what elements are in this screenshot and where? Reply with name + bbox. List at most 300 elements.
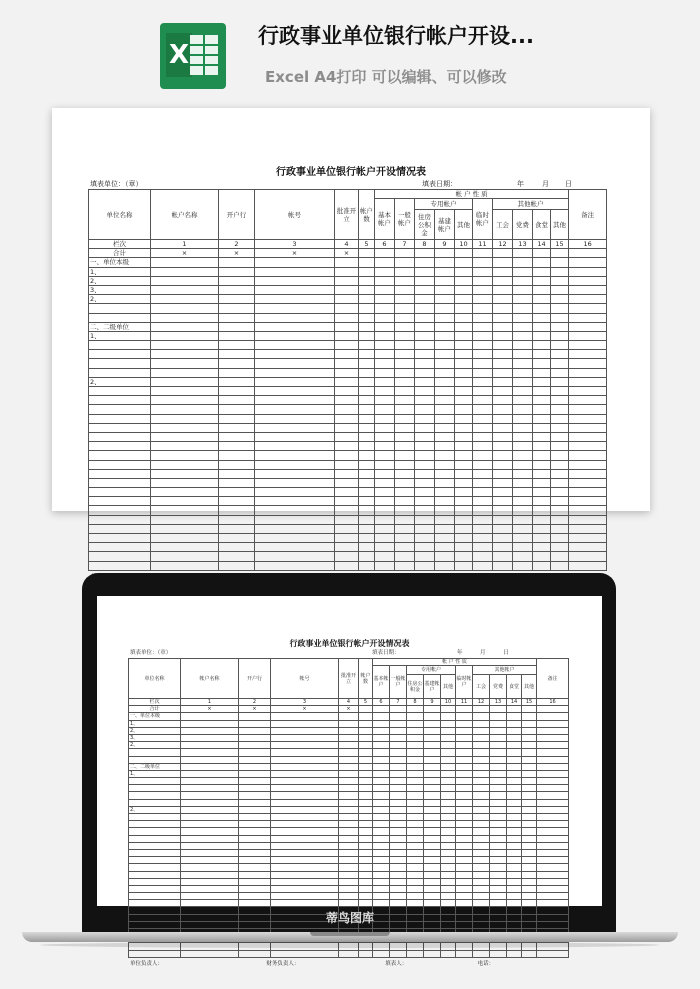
table-cell — [89, 469, 151, 478]
table-cell — [255, 534, 335, 543]
table-cell — [239, 792, 271, 799]
table-cell — [89, 396, 151, 405]
table-cell — [151, 341, 219, 350]
table-cell — [181, 742, 239, 749]
table-cell — [359, 900, 373, 907]
table-cell — [441, 857, 456, 864]
table-cell — [89, 414, 151, 423]
total-cell — [456, 706, 473, 713]
table-cell — [359, 713, 373, 720]
table-row — [129, 785, 569, 792]
table-cell — [533, 451, 551, 460]
table-cell — [375, 561, 395, 570]
table-cell — [493, 267, 513, 276]
table-cell — [522, 799, 537, 806]
table-cell — [424, 749, 441, 756]
table-cell — [375, 442, 395, 451]
table-cell — [181, 749, 239, 756]
table-cell — [339, 749, 359, 756]
total-cell: × — [271, 706, 339, 713]
table-cell — [533, 414, 551, 423]
table-cell — [129, 821, 181, 828]
header-row — [129, 659, 569, 666]
table-cell — [390, 871, 407, 878]
total-cell: × — [255, 249, 335, 258]
table-cell — [424, 763, 441, 770]
table-cell — [239, 799, 271, 806]
table-cell — [359, 770, 373, 777]
table-cell — [415, 276, 435, 285]
table-cell — [424, 900, 441, 907]
table-cell — [455, 497, 473, 506]
table-cell — [219, 350, 255, 359]
table-cell — [424, 878, 441, 885]
table-cell — [551, 396, 569, 405]
table-row — [89, 552, 607, 561]
table-cell — [255, 331, 335, 340]
table-cell — [359, 552, 375, 561]
table-cell — [435, 506, 455, 515]
table-row — [129, 857, 569, 864]
section-label: 1、 — [89, 331, 151, 340]
section-label: 2、 — [129, 742, 181, 749]
table-cell — [551, 331, 569, 340]
table-cell — [181, 828, 239, 835]
table-cell — [151, 515, 219, 524]
table-cell — [551, 341, 569, 350]
table-cell — [456, 842, 473, 849]
table-cell — [473, 821, 490, 828]
table-cell — [255, 322, 335, 331]
table-cell — [473, 497, 493, 506]
table-cell — [473, 534, 493, 543]
table-cell — [271, 864, 339, 871]
table-cell — [129, 828, 181, 835]
table-cell — [551, 322, 569, 331]
table-cell — [513, 534, 533, 543]
total-cell — [533, 249, 551, 258]
table-cell — [493, 543, 513, 552]
table-cell — [255, 478, 335, 487]
table-cell — [89, 506, 151, 515]
table-cell — [490, 835, 507, 842]
table-cell — [239, 727, 271, 734]
table-cell — [533, 515, 551, 524]
table-cell — [435, 331, 455, 340]
table-cell — [89, 304, 151, 313]
table-cell — [493, 313, 513, 322]
table-cell — [522, 785, 537, 792]
table-cell — [395, 506, 415, 515]
table-cell — [435, 460, 455, 469]
table-cell — [219, 524, 255, 533]
table-cell — [335, 405, 359, 414]
table-cell — [151, 368, 219, 377]
table-cell — [473, 900, 490, 907]
total-cell — [490, 706, 507, 713]
table-cell — [359, 350, 375, 359]
table-cell — [473, 842, 490, 849]
header-other: 其他 — [522, 675, 537, 699]
table-cell — [359, 749, 373, 756]
table-cell — [390, 857, 407, 864]
table-cell — [255, 341, 335, 350]
table-cell — [513, 478, 533, 487]
table-cell — [219, 497, 255, 506]
header-unit-name: 单位名称 — [129, 659, 181, 699]
table-cell — [395, 304, 415, 313]
table-cell — [89, 561, 151, 570]
table-cell — [490, 842, 507, 849]
table-cell — [551, 405, 569, 414]
table-cell — [335, 359, 359, 368]
table-cell — [271, 756, 339, 763]
table-cell — [473, 543, 493, 552]
total-cell — [455, 249, 473, 258]
table-cell — [435, 488, 455, 497]
table-cell — [271, 885, 339, 892]
fill-unit-label: 填表单位：（章） — [130, 650, 172, 656]
table-cell — [513, 258, 533, 267]
table-cell — [441, 734, 456, 741]
table-cell — [533, 377, 551, 386]
table-cell — [456, 720, 473, 727]
table-cell — [151, 396, 219, 405]
table-cell — [424, 742, 441, 749]
table-cell — [271, 713, 339, 720]
table-cell — [537, 785, 569, 792]
table-cell — [239, 778, 271, 785]
table-cell — [490, 900, 507, 907]
table-cell — [181, 835, 239, 842]
table-cell — [129, 849, 181, 856]
total-cell — [473, 249, 493, 258]
table-cell — [415, 322, 435, 331]
section-label: 1、 — [89, 267, 151, 276]
column-number-label: 栏次 — [129, 699, 181, 706]
table-row — [89, 322, 607, 331]
table-cell — [375, 515, 395, 524]
table-cell — [129, 871, 181, 878]
table-row — [129, 720, 569, 727]
table-row — [129, 770, 569, 777]
table-cell — [339, 785, 359, 792]
section-label: 3、 — [129, 734, 181, 741]
table-cell — [441, 871, 456, 878]
table-row — [129, 778, 569, 785]
table-cell — [151, 267, 219, 276]
table-cell — [359, 506, 375, 515]
table-cell — [375, 478, 395, 487]
table-cell — [129, 814, 181, 821]
table-cell — [239, 900, 271, 907]
table-cell — [522, 878, 537, 885]
table-cell — [359, 864, 373, 871]
table-cell — [522, 734, 537, 741]
total-row — [129, 706, 569, 713]
table-cell — [395, 341, 415, 350]
table-cell — [390, 806, 407, 813]
table-cell — [473, 414, 493, 423]
table-cell — [551, 515, 569, 524]
table-cell — [373, 792, 390, 799]
table-cell — [89, 451, 151, 460]
column-number: 14 — [533, 240, 551, 249]
table-cell — [435, 341, 455, 350]
table-cell — [395, 432, 415, 441]
table-cell — [455, 396, 473, 405]
table-cell — [271, 727, 339, 734]
table-cell — [335, 515, 359, 524]
table-cell — [415, 488, 435, 497]
table-cell — [373, 950, 390, 957]
header-other-accounts: 其他帐户 — [473, 666, 537, 675]
table-cell — [219, 313, 255, 322]
table-cell — [239, 806, 271, 813]
table-cell — [522, 814, 537, 821]
table-cell — [507, 893, 522, 900]
table-cell — [513, 432, 533, 441]
table-cell — [551, 304, 569, 313]
table-cell — [551, 534, 569, 543]
table-cell — [359, 359, 375, 368]
table-cell — [89, 478, 151, 487]
table-cell — [335, 469, 359, 478]
table-cell — [390, 799, 407, 806]
table-cell — [375, 534, 395, 543]
table-cell — [239, 842, 271, 849]
total-label: 合计 — [129, 706, 181, 713]
table-cell — [390, 778, 407, 785]
table-cell — [456, 727, 473, 734]
table-cell — [441, 785, 456, 792]
table-cell — [533, 359, 551, 368]
table-cell — [569, 368, 607, 377]
table-cell — [473, 828, 490, 835]
table-row — [129, 864, 569, 871]
table-cell — [473, 778, 490, 785]
table-cell — [473, 304, 493, 313]
table-cell — [373, 893, 390, 900]
table-cell — [490, 799, 507, 806]
table-cell — [435, 561, 455, 570]
table-cell — [390, 864, 407, 871]
table-cell — [537, 720, 569, 727]
table-cell — [219, 405, 255, 414]
table-cell — [89, 552, 151, 561]
table-cell — [513, 267, 533, 276]
total-cell — [424, 706, 441, 713]
table-cell — [89, 432, 151, 441]
table-cell — [359, 276, 375, 285]
table-cell — [533, 423, 551, 432]
table-cell — [424, 828, 441, 835]
table-cell — [473, 405, 493, 414]
table-cell — [551, 543, 569, 552]
table-cell — [219, 442, 255, 451]
table-cell — [490, 849, 507, 856]
table-row — [89, 442, 607, 451]
table-cell — [522, 900, 537, 907]
table-cell — [441, 756, 456, 763]
table-cell — [271, 734, 339, 741]
table-cell — [569, 561, 607, 570]
table-cell — [455, 488, 473, 497]
table-cell — [151, 552, 219, 561]
table-cell — [473, 552, 493, 561]
table-cell — [339, 742, 359, 749]
table-cell — [359, 442, 375, 451]
table-cell — [490, 871, 507, 878]
table-cell — [455, 359, 473, 368]
header-construction: 基建帐户 — [424, 675, 441, 699]
table-cell — [415, 258, 435, 267]
table-cell — [129, 885, 181, 892]
column-number: 12 — [473, 699, 490, 706]
table-cell — [513, 423, 533, 432]
table-cell — [455, 295, 473, 304]
table-cell — [359, 950, 373, 957]
table-cell — [339, 878, 359, 885]
table-cell — [473, 950, 490, 957]
table-cell — [507, 756, 522, 763]
table-cell — [513, 552, 533, 561]
table-cell — [129, 792, 181, 799]
table-cell — [424, 950, 441, 957]
table-cell — [473, 460, 493, 469]
table-cell — [219, 258, 255, 267]
column-number: 11 — [473, 240, 493, 249]
section-label: 2、 — [89, 295, 151, 304]
table-cell — [373, 713, 390, 720]
column-number: 16 — [569, 240, 607, 249]
table-cell — [89, 497, 151, 506]
table-cell — [569, 497, 607, 506]
table-cell — [339, 864, 359, 871]
header-approval: 批准开立 — [335, 190, 359, 240]
table-cell — [407, 763, 424, 770]
table-cell — [335, 341, 359, 350]
table-cell — [373, 756, 390, 763]
table-cell — [513, 506, 533, 515]
table-cell — [395, 478, 415, 487]
table-cell — [441, 821, 456, 828]
table-cell — [455, 405, 473, 414]
table-cell — [375, 313, 395, 322]
table-cell — [373, 778, 390, 785]
table-cell — [359, 806, 373, 813]
table-cell — [151, 295, 219, 304]
table-cell — [533, 442, 551, 451]
table-cell — [339, 849, 359, 856]
table-cell — [507, 835, 522, 842]
table-cell — [473, 267, 493, 276]
table-cell — [522, 828, 537, 835]
header-union: 工会 — [473, 675, 490, 699]
table-row — [89, 285, 607, 294]
table-cell — [441, 893, 456, 900]
table-cell — [181, 893, 239, 900]
table-cell — [441, 842, 456, 849]
table-cell — [335, 267, 359, 276]
table-cell — [375, 387, 395, 396]
table-cell — [359, 432, 375, 441]
table-cell — [395, 423, 415, 432]
section-label: 2、 — [129, 806, 181, 813]
header-account-count: 帐户数 — [359, 190, 375, 240]
table-row — [129, 763, 569, 770]
table-row — [89, 405, 607, 414]
table-cell — [255, 524, 335, 533]
table-cell — [551, 478, 569, 487]
table-cell — [255, 396, 335, 405]
table-cell — [537, 756, 569, 763]
table-row — [129, 821, 569, 828]
table-cell — [335, 331, 359, 340]
table-cell — [339, 792, 359, 799]
table-row — [129, 814, 569, 821]
header-temporary: 临时帐户 — [456, 666, 473, 699]
table-cell — [415, 331, 435, 340]
table-cell — [415, 524, 435, 533]
table-cell — [473, 285, 493, 294]
table-cell — [375, 497, 395, 506]
table-cell — [129, 749, 181, 756]
table-cell — [537, 849, 569, 856]
table-cell — [490, 814, 507, 821]
table-cell — [473, 734, 490, 741]
table-cell — [435, 267, 455, 276]
table-row — [129, 749, 569, 756]
table-cell — [507, 821, 522, 828]
table-cell — [441, 885, 456, 892]
table-cell — [181, 799, 239, 806]
table-cell — [407, 785, 424, 792]
table-cell — [513, 442, 533, 451]
table-cell — [513, 561, 533, 570]
table-cell — [522, 821, 537, 828]
table-cell — [533, 469, 551, 478]
table-cell — [390, 893, 407, 900]
table-cell — [219, 460, 255, 469]
table-cell — [373, 749, 390, 756]
table-cell — [441, 742, 456, 749]
table-cell — [441, 864, 456, 871]
total-cell: × — [151, 249, 219, 258]
table-cell — [507, 749, 522, 756]
table-cell — [390, 756, 407, 763]
table-cell — [373, 720, 390, 727]
total-cell — [513, 249, 533, 258]
column-number: 13 — [490, 699, 507, 706]
table-cell — [89, 313, 151, 322]
table-cell — [359, 469, 375, 478]
table-cell — [551, 267, 569, 276]
table-cell — [335, 488, 359, 497]
table-cell — [335, 561, 359, 570]
table-cell — [395, 377, 415, 386]
table-cell — [339, 950, 359, 957]
table-cell — [373, 878, 390, 885]
total-cell — [441, 706, 456, 713]
header-housing: 住房公积金 — [415, 210, 435, 240]
table-cell — [522, 864, 537, 871]
table-cell — [455, 515, 473, 524]
table-cell — [395, 534, 415, 543]
table-row — [89, 488, 607, 497]
table-cell — [533, 387, 551, 396]
table-cell — [271, 878, 339, 885]
